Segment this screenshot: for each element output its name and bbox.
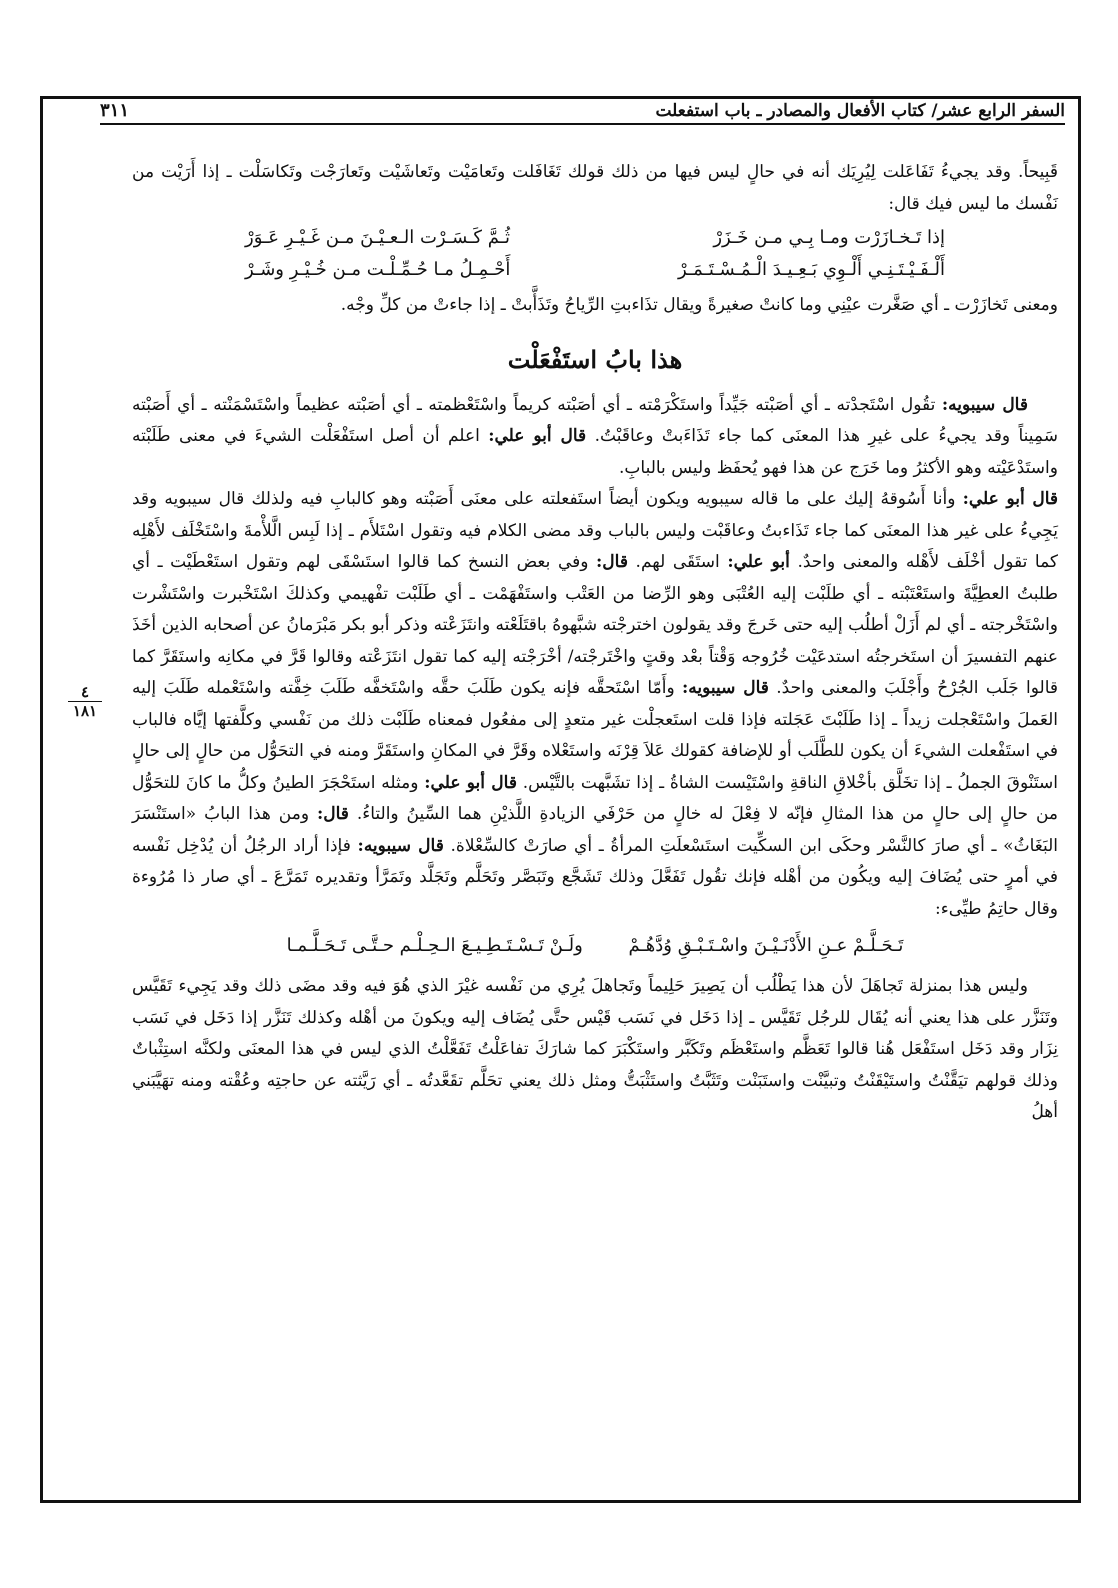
running-header xyxy=(100,97,1065,125)
intro-paragraph: قَبِيحاً. وقد يجيءُ تَفَاعَلت لِيُرِيَك أنه في حالٍ ليس فيها من ذلك قولك تَغَافَلت وتَعامَيْت وتَعاشَيْت وتَعارَجْت وتَكاسَلْت ـ إذا أَرَيْت من نَفْسك ما ليس فيك قال: xyxy=(132,162,1058,214)
header-title: السفر الرابع عشر/ كتاب الأفعال والمصادر ـ باب استفعلت xyxy=(655,101,1065,121)
frame-right xyxy=(1078,96,1081,1501)
page-number: ٣١١ xyxy=(100,100,130,121)
paragraph-text: فإذا أراد الرجُلُ أن يُدْخِل نَفْسه في أمرٍ حتى يُضَافَ إليه ويكُون من أهْله فإنك تقُول تَفَعَّلَ وذلك تَشَجَّع وتَبَصَّر وتَحَلَّم وتَجَلَّد وتَمَرَّأ وتقديره تَمَرَّعَ ـ أي صار ذا مُرُوءة وقال حاتِمُ طيِّىء: xyxy=(132,835,1058,919)
page-body xyxy=(132,157,1058,1129)
frame-left xyxy=(40,96,43,1501)
chapter-paragraph-3: وليس هذا بمنزلة تَجاهَلَ لأن هذا يَطْلُب أن يَصِيرَ حَلِيماً وتَجاهلَ يُرِي من نَفْسه غيْرَ الذي هُوَ فيه وقد مضَى ذلك وقد يَجِيء تَقَيَّس وتَنَزَّر على هذا يعني أنه يُقَال للرجُل تَقَيَّس ـ إذا دَخَل في نَسَب قَيْس حتَّى يُضَاف إليه ويكونَ من أهْله وكذلك تَنَزَّر إذا دَخَل في نَسَب نِزَار وقد دَخَل استَفْعَل هُنا قالوا تَعَظَّم واستَعْظَم وتَكَبَّر واستَكْبَرَ كما شارَكَ تفاعَلْتُ تَفَعَّلْتُ الذي ليس في هذا المعنَى ولكنَّه استِثْباتٌ وذلك قولهم تيَقَّنْتُ واستَيْقَنْتُ وتبيَّنْت واستَبَنْت وتَثَبَّتُ واستَثْبَتُّ ومثل ذلك يعني تحَلَّم تقَعَّدتُه ـ أي رَيَّثته عن حاجتِه وعُقْته ومنه تهَيَّبَني أهلُ xyxy=(132,976,1058,1122)
paragraph-text: تقُول اسْتَجدْته ـ أي أصَبْته جَيِّداً واستَكْرَمْته ـ أي أصَبْته كريماً واسْتَعْظمته ـ أي أصَبْته عظيماً واسْتَسْمَنْته ـ أي أَصَبْته سَمِيناً وقد يجيءُ على غيرِ هذا المعنَى كما جاء تَذَاءَبتْ وعاقَبْتُ. xyxy=(132,394,1058,446)
verse-2-first-hemistich: أَلْـفَـيْـتَـنِـي أَلْـوِي بَـعِـيـدَ الْـمُـسْـتَـمَـرْ xyxy=(677,259,945,280)
verse-block xyxy=(245,222,945,286)
paragraph-text: وفي بعض النسخ كما قالوا استَسْقَى لهم وتقول استَعْطَيْت ـ أي طلبتُ العطِيَّةَ واستَعْتَبْته ـ أي طلَبْت إليه العُتْبَى وهو الرِّضا من العَتْب واستَفْهَمْت ـ أي طَلَبْت تفْهيمي وكذلكَ اسْتَخْبرت واسْتَشْرت واسْتَخْرجته ـ أي لم أَزَلْ أطلُب إليه حتى خَرجَ وقد يقولون اخترجْته شبَّهوهُ باقتَلَعْته وانتَزَعْته وذكر أبو بكر مَبْرَمانُ عن أصحابه الذين أخَذَ عنهم التفسيرَ أن استَخرجتُه استدعَيْت خُرُوجه وَقْتاً بعْد وقتٍ واخْتَرجْته/ أخْرَجْته إليه كما تقول انتَزَعْته وقالوا قَرَّ في مكانِه واستَقَرَّ كما قالوا جَلَب الجُرْحُ وأَجْلَبَ والمعنى واحدٌ. xyxy=(132,552,1058,698)
verse-1-first-hemistich: إذا تَـخـازَرْت ومـا بِـي مـن خَـزَرْ xyxy=(713,227,945,248)
speaker-label: قال: xyxy=(596,552,628,572)
margin-ref-bottom: ١٨١ xyxy=(72,702,98,720)
after-verses-paragraph: ومعنى تَخازَرْت ـ أي صَغَّرت عيْنِي وما كانتْ صغيرةً ويقال تذَاءبتِ الرِّياحُ وتَذَأَّبتْ ـ إذا جاءتْ من كلِّ وجْه. xyxy=(340,295,1058,315)
margin-ref-top: ٤ xyxy=(80,683,90,701)
paragraph-text: ومن هذا البابُ «استَنْسَرَ البَغَاثُ» ـ أي صارَ كالنَّسْر وحكَى ابن السكِّيت استَسْعلَتِ المرأةُ ـ أي صارَتْ كالسِّعْلاة. xyxy=(132,804,1058,856)
chapter-title: هذا بابُ استَفْعَلْت xyxy=(507,344,683,374)
paragraph-text: استَقَى لهم. xyxy=(627,552,728,572)
speaker-label: قال أبو علي: xyxy=(424,772,517,793)
frame-bottom xyxy=(40,1500,1081,1503)
chapter-paragraph-1 xyxy=(132,390,1058,485)
speaker-label: قال سيبويه: xyxy=(682,678,769,698)
speaker-label: قال أبو علي: xyxy=(962,489,1058,509)
margin-reference xyxy=(62,684,108,719)
verse-2-second-hemistich: أَحْـمِـلُ مـا حُـمِّـلْـت مـن خُـيْـرِ وشَـرْ xyxy=(245,259,511,280)
verse-line-2 xyxy=(245,254,945,286)
paragraph-text: وأنا أَسُوقهُ إليك على ما قاله سيبويه ويكون أيضاً استَفعلته على معنَى أَصَبْته وهو كالبابِ فيه ولذلك قال سيبويه وقد يَجِيءُ على غير هذا المعنَى كما جاء تَذَاءبتُ وعاقَبْت وليس بالباب وقد مضى الكلام فيه وتقول اسْتَلأَم ـ إذا لَبِس الَّلأْمةَ واسْتَخْلَف لأَهْلِه كما تقول أخْلَف لأَهْله والمعنى واحدٌ. xyxy=(132,489,1058,572)
speaker-label: قال سيبويه: xyxy=(357,835,444,856)
chapter-paragraph-2 xyxy=(132,484,1058,925)
hatim-verse-first-hemistich: تَـحَـلَّـمْ عـنِ الأَدْنَـيْـنَ واسْـتَـبْـقِ وُدَّهُـمْ xyxy=(628,935,904,956)
paragraph-text: وأَمّا اسْتَحقَّه فإنه يكون طَلَبَ حقَّه واسْتَخفَّه طَلَبَ خِفَّته واسْتَعْمله طَلَبَ إليه العَملَ واسْتَعْجلت زيداً ـ إذا طَلَبْتَ عَجَلته فإذا قلت استَعجلْت غير متعدٍ إلى مفعُول فمعناه طَلَبْت ذلك من نَفْسي وكلَّفتها إيَّاه فالباب في استَفْعلت الشيءَ أن يكون للطَّلَب أو للإضافة كقولك عَلاَ قِرْنَه واستَعْلاه وقَرَّ في المكانِ واستَقَرَّ ومنه في التحَوُّل من حالٍ إلى حالٍ استَنْوقَ الجملُ ـ إذا تخَلَّق بأخْلاقِ الناقةِ واسْتَيْست الشاةُ ـ إذا تشَبَّهت بالتَّيْس. xyxy=(132,678,1058,793)
paragraph-text: اعلم أن أصل استَفْعَلْت الشيءَ في معنى طَلَبْته واستَدْعَيْته وهو الأكثرُ وما خَرَج عن هذا فهو يُحفَظ وليس بالبابِ. xyxy=(132,426,1058,478)
speaker-label: قال: xyxy=(316,804,349,824)
verse-line-1 xyxy=(245,222,945,254)
hatim-verse-second-hemistich: ولَـنْ تَـسْـتَـطِـيـعَ الـحِـلْـم حـتَّـى تَـحَـلَّـمـا xyxy=(286,935,583,956)
speaker-label: قال سيبويه: xyxy=(941,394,1028,415)
verse-1-second-hemistich: ثُـمَّ كَـسَـرْت الـعـيْـنَ مـن غَـيْـرِ عَـوَرْ xyxy=(245,227,510,248)
paragraph-text: ومثله استَحْجَرَ الطينُ وكلُّ ما كانَ للتحَوُّل من حالٍ إلى حالٍ من هذا المثالِ فإنّه لا فِعْلَ له خالٍ من حَرْفَي الزيادةِ اللَّذيْنِ هما السِّينُ والتاءُ. xyxy=(132,772,1059,824)
speaker-label: قال أبو علي: xyxy=(488,426,587,446)
speaker-label: أبو علي: xyxy=(727,552,790,572)
hatim-verse xyxy=(132,929,1058,963)
